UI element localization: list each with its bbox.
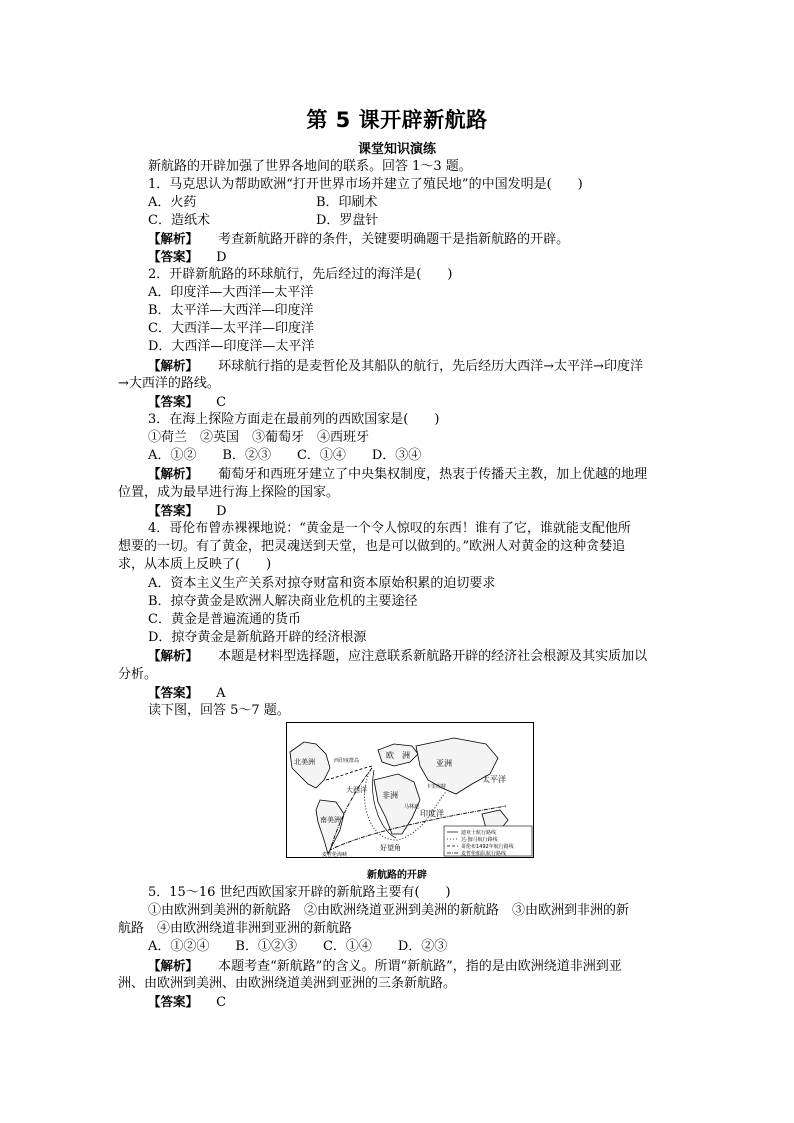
analysis-label: 【解析】: [148, 231, 199, 246]
q2-analysis-text-1: 环球航行指的是麦哲伦及其船队的航行，先后经历大西洋→太平洋→印度洋: [218, 359, 643, 374]
north-america-label: 北美洲: [294, 758, 315, 766]
page-title: 第 5 课开辟新航路: [306, 108, 488, 132]
magellan-strait-label: 麦哲伦海峡: [322, 852, 348, 858]
q4-option-c: C．黄金是普遍流通的货币: [148, 612, 301, 627]
legend-item: 麦哲伦船队航行路线: [461, 851, 507, 857]
legend-item: 哥伦布1492年航行路线: [461, 844, 514, 850]
q5-answer: [148, 993, 226, 1011]
q1-answer-value: D: [216, 250, 227, 265]
q4-stem-3: 求，从本质上反映了( ): [118, 557, 272, 572]
q2-option-d: D．大西洋—印度洋—太平洋: [148, 339, 315, 354]
africa-label: 非洲: [382, 791, 398, 800]
q2-answer-value: C: [216, 395, 227, 410]
q4-answer-value: A: [216, 686, 226, 701]
q1-analysis-text: 考查新航路开辟的条件，关键要明确题干是指新航路的开辟。: [218, 232, 570, 247]
legend-item: 迪亚士航行路线: [461, 830, 497, 836]
q4-stem-2: 想要的一切。有了黄金，把灵魂送到天堂，也是可以做到的。”欧洲人对黄金的这种贪婪追: [118, 539, 626, 554]
intro-text: 新航路的开辟加强了世界各地间的联系。回答 1～3 题。: [148, 159, 472, 174]
answer-label: 【答案】: [148, 394, 199, 409]
q3-answer: [148, 502, 227, 520]
q4-option-b: B．掠夺黄金是欧洲人解决商业危机的主要途径: [148, 594, 418, 609]
q2-analysis-text-2: →大西洋的路线。: [118, 376, 220, 391]
south-america-label: 南美洲: [320, 816, 341, 824]
q5-answer-value: C: [216, 995, 227, 1010]
q3-analysis-text-2: 位置，成为最早进行海上探险的国家。: [118, 485, 340, 500]
map-intro-text: 读下图，回答 5～7 题。: [148, 703, 290, 718]
q5-analysis-text-1: 本题考查“新航路”的含义。所谓“新航路”，指的是由欧洲绕道非洲到亚: [218, 959, 622, 974]
q2-analysis: [148, 357, 643, 375]
q4-stem-1: 4．哥伦布曾赤裸裸地说：“黄金是一个令人惊叹的东西！谁有了它，谁就能支配他所: [148, 521, 631, 536]
q1-option-d: D．罗盘针: [316, 213, 379, 228]
calicut-label: 卡里库特: [426, 784, 447, 790]
q4-option-a: A．资本主义生产关系对掠夺财富和资本原始积累的迫切要求: [148, 576, 496, 591]
q1-answer: [148, 248, 227, 266]
q2-option-a: A．印度洋—大西洋—太平洋: [148, 285, 314, 300]
q1-analysis: [148, 230, 569, 248]
answer-label: 【答案】: [148, 685, 199, 700]
q3-items: ①荷兰 ②英国 ③葡萄牙 ④西班牙: [148, 430, 370, 445]
q2-answer: [148, 393, 226, 411]
pacific-label: 太平洋: [482, 775, 506, 784]
cape-label: 好望角: [380, 844, 401, 852]
q4-option-d: D．掠夺黄金是新航路开辟的经济根源: [148, 630, 367, 645]
q1-option-b: B．印刷术: [316, 195, 378, 210]
answer-label: 【答案】: [148, 994, 199, 1009]
indian-label: 印度洋: [420, 809, 444, 818]
q2-option-b: B．太平洋—大西洋—印度洋: [148, 303, 314, 318]
q3-analysis: [148, 465, 647, 483]
q5-items-1: ①由欧洲到美洲的新航路 ②由欧洲绕道亚洲到美洲的新航路 ③由欧洲到非洲的新: [148, 903, 630, 918]
q4-analysis-text-2: 分析。: [118, 667, 158, 682]
q2-option-c: C．大西洋—太平洋—印度洋: [148, 321, 314, 336]
map-caption: 新航路的开辟: [367, 870, 427, 881]
europe-label: 欧 洲: [386, 751, 410, 760]
q5-items-2: 航路 ④由欧洲绕道非洲到亚洲的新航路: [118, 921, 353, 936]
malindi-label: 马林迪: [404, 804, 420, 810]
q3-options: A．①② B．②③ C．①④ D．③④: [148, 448, 422, 463]
west-indies-label: 西印度群岛: [334, 758, 360, 764]
q4-analysis: [148, 647, 647, 665]
analysis-label: 【解析】: [148, 358, 199, 373]
q4-analysis-text-1: 本题是材料型选择题，应注意联系新航路开辟的经济社会根源及其实质加以: [218, 649, 648, 664]
q3-analysis-text-1: 葡萄牙和西班牙建立了中央集权制度，热衷于传播天主教，加上优越的地理: [218, 467, 648, 482]
analysis-label: 【解析】: [148, 958, 199, 973]
q5-options: A．①②④ B．①②③ C．①④ D．②③: [148, 939, 448, 954]
q1-option-a: A．火药: [148, 195, 197, 210]
q4-answer: [148, 684, 226, 702]
analysis-label: 【解析】: [148, 648, 199, 663]
q3-stem: 3．在海上探险方面走在最前列的西欧国家是( ): [148, 412, 440, 427]
q5-stem: 5．15～16 世纪西欧国家开辟的新航路主要有( ): [148, 885, 451, 900]
asia-label: 亚洲: [436, 759, 452, 768]
legend-item: 达·伽马航行路线: [461, 837, 498, 843]
atlantic-label: 大西洋: [346, 786, 367, 794]
q2-stem: 2．开辟新航路的环球航行，先后经过的海洋是( ): [148, 267, 453, 282]
q5-analysis: [148, 957, 622, 975]
new-sea-routes-map: [286, 722, 534, 858]
q1-stem: 1．马克思认为帮助欧洲“打开世界市场并建立了殖民地”的中国发明是( ): [148, 177, 583, 192]
q3-answer-value: D: [216, 504, 227, 519]
answer-label: 【答案】: [148, 249, 199, 264]
q5-analysis-text-2: 洲、由欧洲到美洲、由欧洲绕道美洲到亚洲的三条新航路。: [118, 976, 457, 991]
section-subtitle: 课堂知识演练: [357, 142, 436, 157]
answer-label: 【答案】: [148, 503, 199, 518]
analysis-label: 【解析】: [148, 466, 199, 481]
q1-option-c: C．造纸术: [148, 213, 210, 228]
